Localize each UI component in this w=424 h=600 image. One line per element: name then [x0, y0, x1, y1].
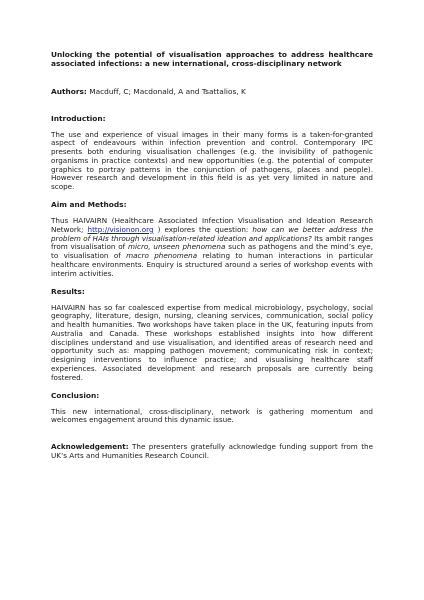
- introduction-text: The use and experience of visual images in their many forms is a taken-for-granted aspect of endeavours within infection prevention and control. Contemporary IPC presents both enduring visualisation challenges (e.g. the invisibility of pathogenic organisms in practice contexts) and new opportunities (e.g. the potential of computer graphics to portray patterns in the conjunction of pathogens, places and people). However research and development in this field is as yet very limited in nature and scope.: [51, 129, 373, 192]
- aim-text-part2: ) explores the question:: [153, 224, 253, 234]
- aim-text-part5: relating to human interactions in particular healthcare environments. Enquiry is structured around a series of workshop events with interim activities.: [51, 251, 373, 278]
- acknowledgement: [51, 443, 373, 461]
- aim-heading: Aim and Methods:: [51, 200, 127, 210]
- aim-text-part3: Its ambit ranges from visualisation of: [51, 233, 374, 252]
- acknowledgement-text: The presenters gratefully acknowledge funding support from the UK’s Arts and Humanities Research Council.: [51, 442, 373, 460]
- results-text: HAIVAIRN has so far coalesced expertise from medical microbiology, psychology, social geography, literature, design, nursing, cleaning services, communication, social policy and health humanities. Two workshops have taken place in the UK, featuring inputs from Australia and Canada. These workshops established insights into how different disciplines understand and use visualisation, and identified areas of research need and opportunity such as: mapping pathogen movement; communicating risk in context; designing interventions to influence practice; and visualising healthcare staff experiences. Associated development and research proposals are currently being fostered.: [51, 302, 373, 382]
- results-heading: Results:: [51, 286, 85, 296]
- aim-micro: micro, unseen phenomena: [128, 242, 226, 252]
- authors-line: [51, 87, 373, 96]
- authors-label: Authors:: [51, 86, 87, 96]
- abstract-page: [51, 50, 373, 461]
- aim-question: how can we better address the problem of HAIs through visualisation-related ideation and applications?: [51, 224, 374, 243]
- aim-text-part4: such as pathogens and the mind’s eye, to visualisation of: [51, 242, 373, 261]
- aim-text-part1: Thus HAIVAIRN (Healthcare Associated Infection Visualisation and Ideation Research Network;: [51, 216, 373, 234]
- conclusion-heading: Conclusion:: [51, 390, 100, 400]
- paper-title: Unlocking the potential of visualisation approaches to address healthcare associated infections: a new international, cross-disciplinary network: [51, 50, 373, 69]
- aim-macro: macro phenomena: [126, 251, 198, 261]
- conclusion-text: This new international, cross-disciplinary, network is gathering momentum and welcomes engagement around this dynamic issue.: [51, 406, 373, 425]
- authors-names: Macduff, C; Macdonald, A and Tsattalios, K: [86, 86, 246, 96]
- acknowledgement-label: Acknowledgement:: [51, 442, 129, 452]
- visionon-link[interactable]: http://visionon.org: [87, 224, 154, 234]
- introduction-heading: Introduction:: [51, 113, 106, 123]
- aim-text: [51, 217, 373, 278]
